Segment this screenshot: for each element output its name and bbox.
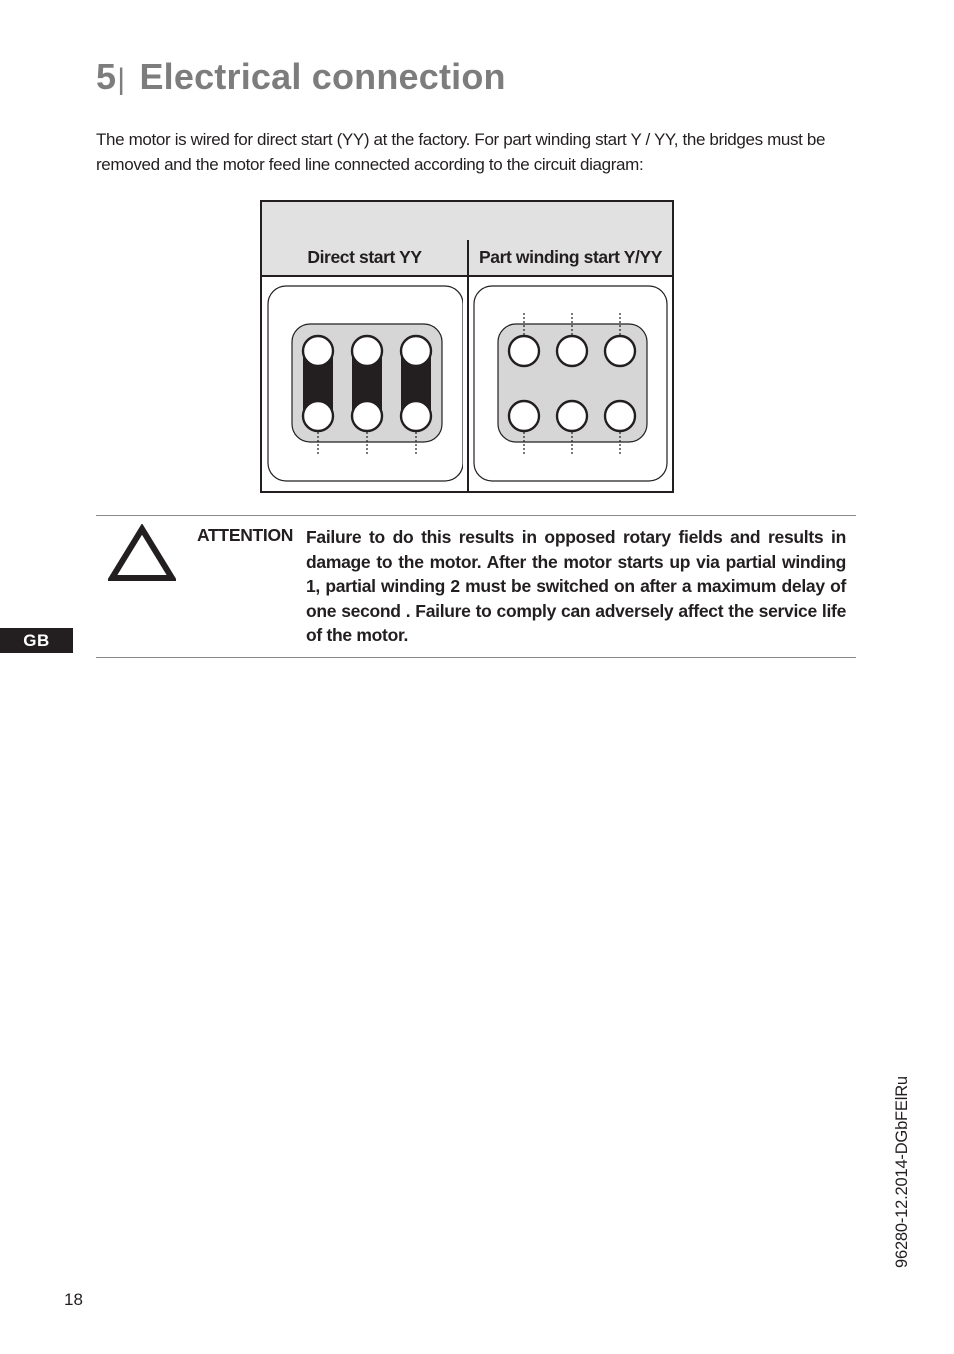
attention-label: ATTENTION	[197, 525, 294, 545]
attention-text: Failure to do this results in opposed rotary fields and results in damage to the motor. After the motor starts up via partial winding 1, partial winding 2 must be switched on after a maximum delay of one second . Failure to comply can adversely affect the service life of the motor.	[306, 527, 846, 645]
table-header-row	[262, 202, 672, 242]
language-tab: GB	[0, 628, 73, 653]
terminal-stud	[401, 336, 431, 366]
terminal-stud	[605, 336, 635, 366]
part-winding-terminal-diagram	[471, 277, 669, 485]
attention-bottom-rule	[96, 657, 856, 658]
terminal-stud	[352, 401, 382, 431]
document-id-text: 96280-12.2014-DGbFElRu	[893, 1076, 911, 1268]
section-title: Electrical connection	[139, 56, 506, 97]
terminal-stud	[509, 336, 539, 366]
terminal-stud	[352, 336, 382, 366]
column-header-direct-start: Direct start YY	[262, 240, 467, 277]
page-number: 18	[64, 1290, 83, 1309]
terminal-stud	[401, 401, 431, 431]
section-separator: |	[117, 63, 126, 96]
section-number: 5	[96, 56, 117, 97]
intro-paragraph: The motor is wired for direct start (YY) at the factory. For part winding start Y / YY, the bridges must be removed and the motor feed line connected according to the circuit diagram:	[96, 130, 826, 174]
column-header-part-winding-start: Part winding start Y/YY	[469, 240, 672, 277]
terminal-stud	[509, 401, 539, 431]
section-heading	[96, 56, 506, 98]
terminal-stud	[605, 401, 635, 431]
terminal-stud	[303, 401, 333, 431]
terminal-stud	[557, 401, 587, 431]
column-divider	[467, 240, 469, 491]
wiring-diagram-table	[260, 200, 674, 493]
terminal-stud	[303, 336, 333, 366]
direct-start-terminal-diagram	[265, 277, 463, 485]
warning-triangle-icon	[108, 524, 176, 582]
attention-top-rule	[96, 515, 856, 516]
terminal-stud	[557, 336, 587, 366]
